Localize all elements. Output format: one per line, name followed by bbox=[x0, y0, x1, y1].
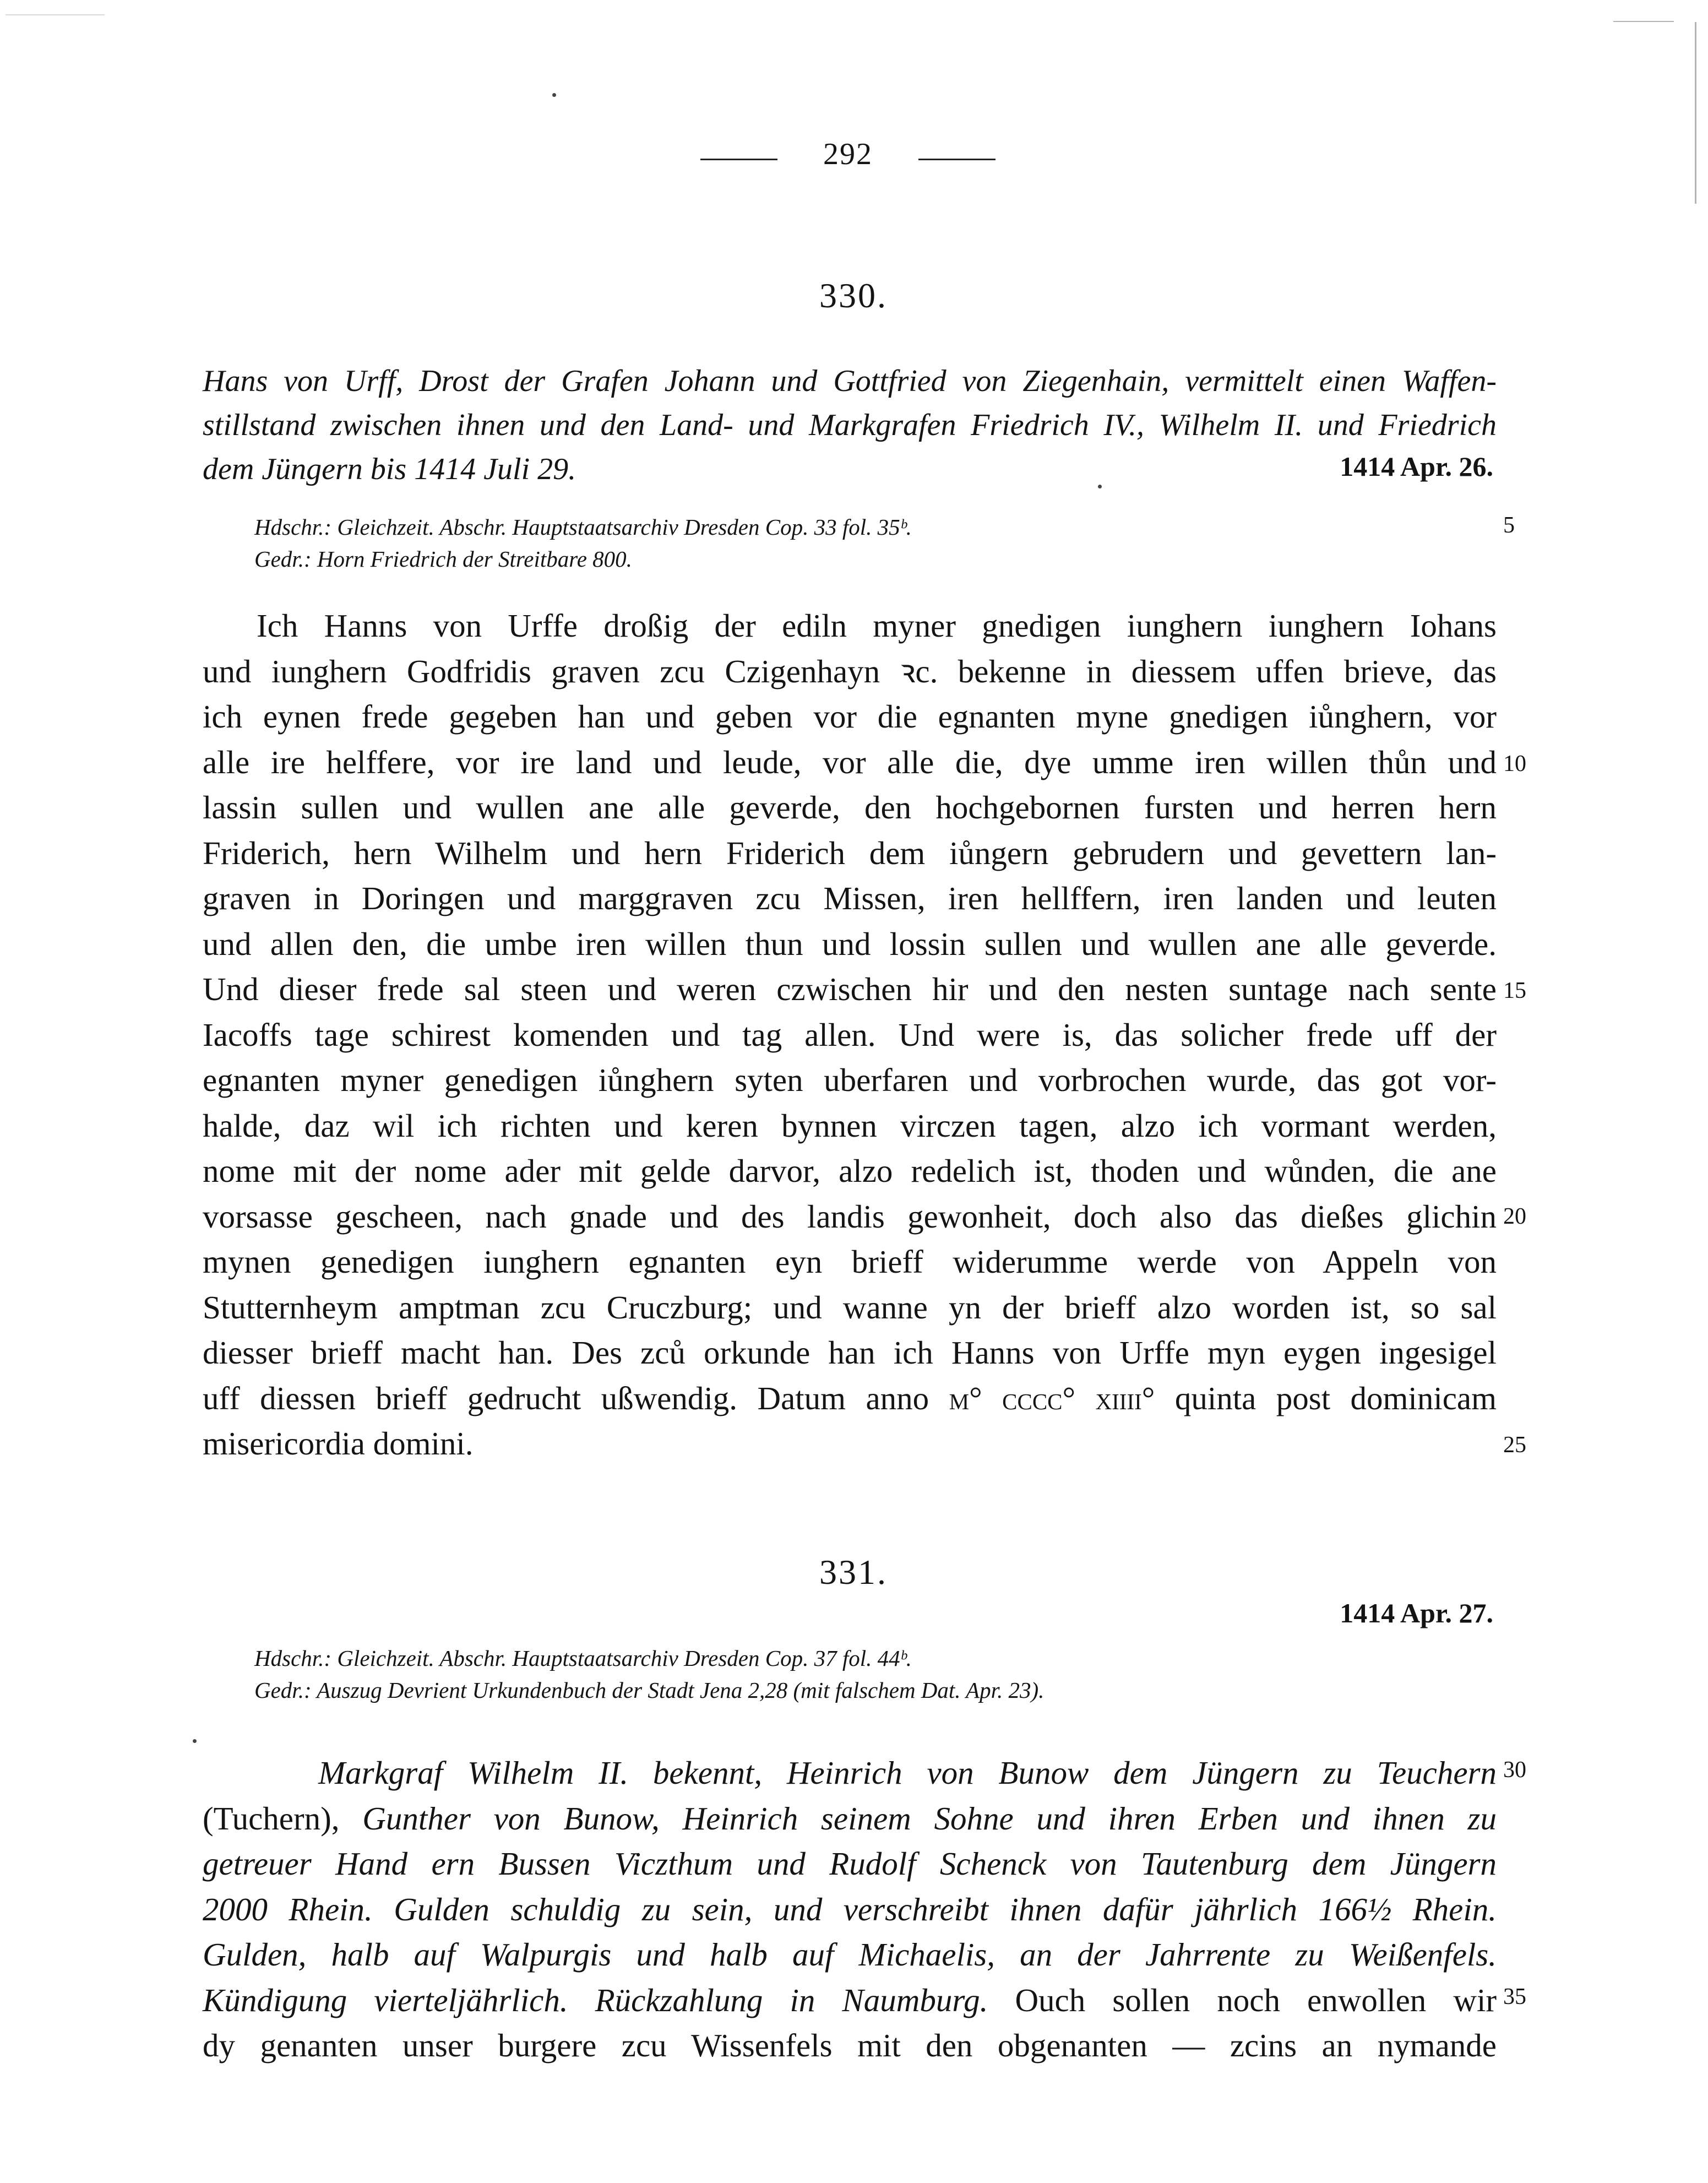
page-number: 292 bbox=[823, 137, 873, 171]
scan-edge-mark bbox=[1695, 22, 1696, 204]
regest-line: Gulden, halb auf Walpurgis und halb auf Michaelis, an der Jahrrente zu Weißenfels. bbox=[203, 1936, 1497, 1973]
text-segment: uff diessen brieff gedrucht ußwendig. Datum anno bbox=[203, 1380, 929, 1416]
source-print: Gedr.: Horn Friedrich der Streitbare 800. bbox=[254, 546, 632, 572]
text-line: Iacoffs tage schirest komenden und tag allen. Und were is, das solicher frede uff der bbox=[203, 1016, 1497, 1053]
header-rule-right bbox=[918, 159, 996, 160]
text-line: dy genanten unser burgere zcu Wissenfels mit den obgenanten — zcins an nymande bbox=[203, 2027, 1497, 2063]
text-line: nome mit der nome ader mit gelde darvor, alzo redelich ist, thoden und wůnden, die ane bbox=[203, 1153, 1497, 1189]
scan-speck bbox=[552, 93, 556, 97]
scan-speck bbox=[1098, 485, 1102, 488]
text-line: ich eynen frede gegeben han und geben vor die egnanten myne gnedigen iůnghern, vor bbox=[203, 698, 1497, 735]
line-number: 30 bbox=[1503, 1757, 1526, 1783]
text-line: alle ire helffere, vor ire land und leude, vor alle die, dye umme iren willen thůn und bbox=[203, 743, 1497, 780]
text-line: Stutternheym amptman zcu Cruczburg; und wanne yn der brieff alzo worden ist, so sal bbox=[203, 1289, 1497, 1326]
text-segment: (Tuchern), bbox=[203, 1800, 340, 1837]
line-number: 35 bbox=[1503, 1984, 1526, 2010]
document-text-331 bbox=[203, 1750, 1497, 2068]
text-line bbox=[203, 1978, 1497, 2023]
sources-330 bbox=[254, 511, 912, 575]
document-date-330: 1414 Apr. 26. bbox=[1340, 451, 1493, 482]
text-line: und allen den, die umbe iren willen thun und lossin sullen und wullen ane alle geverde. bbox=[203, 925, 1497, 962]
text-line: Ich Hanns von Urffe droßig der ediln myner gnedigen iunghern iunghern Iohans bbox=[257, 607, 1497, 644]
regest-line: dem Jüngern bis 1414 Juli 29. bbox=[203, 452, 576, 486]
regest-line: Markgraf Wilhelm II. bekennt, Heinrich von Bunow dem Jüngern zu Teuchern bbox=[318, 1755, 1497, 1791]
text-line: egnanten myner genedigen iůnghern syten uberfaren und vorbrochen wurde, das got vor- bbox=[203, 1062, 1497, 1098]
text-line: Und dieser frede sal steen und weren czwischen hir und den nesten suntage nach sente bbox=[203, 971, 1497, 1007]
scan-edge-mark bbox=[6, 14, 105, 15]
regest-line: getreuer Hand ern Bussen Viczthum und Rudolf Schenck von Tautenburg dem Jüngern bbox=[203, 1845, 1497, 1882]
line-number: 20 bbox=[1503, 1204, 1526, 1229]
scan-edge-mark bbox=[1613, 21, 1674, 22]
document-date-331: 1414 Apr. 27. bbox=[1340, 1598, 1493, 1628]
document-number-331: 331. bbox=[819, 1552, 888, 1592]
date-numerals: m° cccc° xiiii° bbox=[949, 1380, 1155, 1416]
line-number: 15 bbox=[1503, 978, 1526, 1003]
line-number: 5 bbox=[1503, 513, 1515, 538]
scan-speck bbox=[193, 1739, 197, 1743]
source-print: Gedr.: Auszug Devrient Urkundenbuch der Stadt Jena 2,28 (mit falschem Dat. Apr. 23). bbox=[254, 1677, 1045, 1703]
text-segment: Ouch sollen noch enwollen wir bbox=[1015, 1981, 1497, 2018]
regest-segment: Gunther von Bunow, Heinrich seinem Sohne und ihren Erben und ihnen zu bbox=[362, 1800, 1497, 1837]
line-number: 10 bbox=[1503, 751, 1526, 776]
text-line: graven in Doringen und marggraven zcu Missen, iren hellffern, iren landen und leuten bbox=[203, 880, 1497, 916]
document-text-330 bbox=[203, 603, 1497, 1467]
text-line: halde, daz wil ich richten und keren bynnen virczen tagen, alzo ich vormant werden, bbox=[203, 1107, 1497, 1144]
regest-line: stillstand zwischen ihnen und den Land- und Markgrafen Friedrich IV., Wilhelm II. und Friedrich bbox=[203, 408, 1497, 442]
text-line: mynen genedigen iunghern egnanten eyn brieff widerumme werde von Appeln von bbox=[203, 1243, 1497, 1280]
text-line: und iunghern Godfridis graven zcu Czigenhayn ꝛc. bekenne in diessem uffen brieve, das bbox=[203, 653, 1497, 689]
text-segment: quinta post dominicam bbox=[1174, 1380, 1497, 1416]
header-rule-left bbox=[700, 159, 777, 160]
regest-330 bbox=[203, 359, 1497, 491]
sources-331 bbox=[254, 1642, 1044, 1706]
text-line: Friderich, hern Wilhelm und hern Friderich dem iůngern gebrudern und gevettern lan- bbox=[203, 834, 1497, 871]
regest-line bbox=[203, 1796, 1497, 1842]
margin-line-numbers bbox=[1503, 0, 1536, 2183]
source-manuscript: Hdschr.: Gleichzeit. Abschr. Hauptstaatsarchiv Dresden Cop. 37 fol. 44ᵇ. bbox=[254, 1646, 912, 1671]
text-line bbox=[203, 1376, 1497, 1421]
text-line: vorsasse gescheen, nach gnade und des landis gewonheit, doch also das dießes glichin bbox=[203, 1198, 1497, 1235]
regest-line: 2000 Rhein. Gulden schuldig zu sein, und verschreibt ihnen dafür jährlich 166½ Rhein. bbox=[203, 1891, 1497, 1927]
text-line: lassin sullen und wullen ane alle geverde, den hochgebornen fursten und herren hern bbox=[203, 789, 1497, 826]
source-manuscript: Hdschr.: Gleichzeit. Abschr. Hauptstaatsarchiv Dresden Cop. 33 fol. 35ᵇ. bbox=[254, 514, 912, 540]
regest-line: Hans von Urff, Drost der Grafen Johann und Gottfried von Ziegenhain, vermittelt einen Waffen- bbox=[203, 364, 1497, 398]
text-line: misericordia domini. bbox=[203, 1425, 474, 1462]
document-number-330: 330. bbox=[819, 276, 888, 315]
text-line: diesser brieff macht han. Des zců orkunde han ich Hanns von Urffe myn eygen ingesigel bbox=[203, 1334, 1497, 1371]
regest-segment: Kündigung vierteljährlich. Rückzahlung in Naumburg. bbox=[203, 1981, 988, 2018]
line-number: 25 bbox=[1503, 1432, 1526, 1458]
